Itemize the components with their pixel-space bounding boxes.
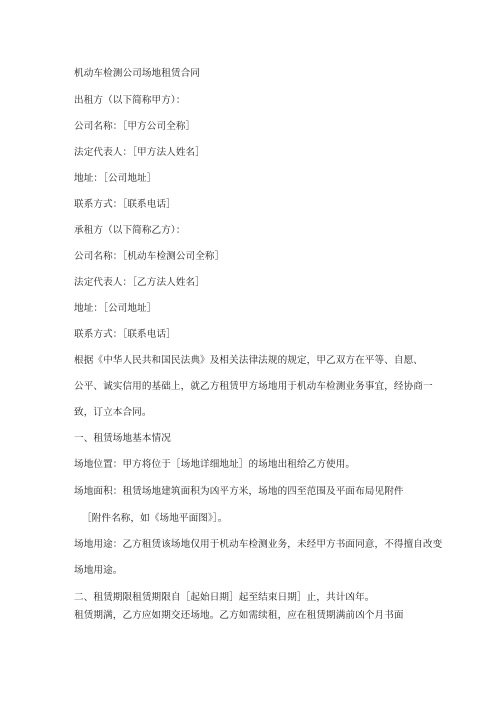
intro-paragraph-line: 公平、诚实信用的基础上，就乙方租赁甲方场地用于机动车检测业务事宜，经协商一	[74, 381, 433, 392]
lessor-company-name: 公司名称：［甲方公司全称］	[74, 121, 196, 132]
lessee-address: 地址：［公司地址］	[74, 303, 157, 314]
lessor-heading: 出租方（以下简称甲方）：	[74, 95, 186, 106]
lessor-contact: 联系方式：［联系电话］	[74, 199, 176, 210]
site-usage-line: 场地用途。	[74, 565, 123, 576]
intro-paragraph-line: 根据《中华人民共和国民法典》及相关法律法规的规定，甲乙双方在平等、自愿、	[74, 355, 423, 366]
intro-paragraph-line: 致，订立本合同。	[74, 407, 152, 418]
section-heading: 一、租赁场地基本情况	[74, 433, 171, 444]
site-location: 场地位置：甲方将位于［场地详细地址］的场地出租给乙方使用。	[74, 459, 356, 470]
site-usage-line: 场地用途：乙方租赁该场地仅用于机动车检测业务，未经甲方书面同意，不得擅自改变	[74, 539, 443, 550]
document-title: 机动车检测公司场地租赁合同	[74, 68, 201, 79]
section-heading: 二、租赁期限租赁期限自［起始日期］起至结束日期］止，共计凶年。	[74, 592, 375, 603]
lessee-heading: 承租方（以下简称乙方）：	[74, 225, 186, 236]
site-area-line: 场地面积：租赁场地建筑面积为凶平方米，场地的四至范围及平面布局见附件	[74, 486, 404, 497]
lessee-legal-rep: 法定代表人：［乙方法人姓名］	[74, 277, 205, 288]
site-area-line: ［附件名称，如《场地平面图》］。	[82, 513, 228, 524]
lessor-legal-rep: 法定代表人：［甲方法人姓名］	[74, 147, 205, 158]
lease-term-line: 租赁期满，乙方应如期交还场地。乙方如需续租，应在租赁期满前凶个月书面	[74, 610, 404, 621]
lessee-company-name: 公司名称：［机动车检测公司全称］	[74, 251, 225, 262]
lessee-contact: 联系方式：［联系电话］	[74, 329, 176, 340]
lessor-address: 地址：［公司地址］	[74, 173, 157, 184]
